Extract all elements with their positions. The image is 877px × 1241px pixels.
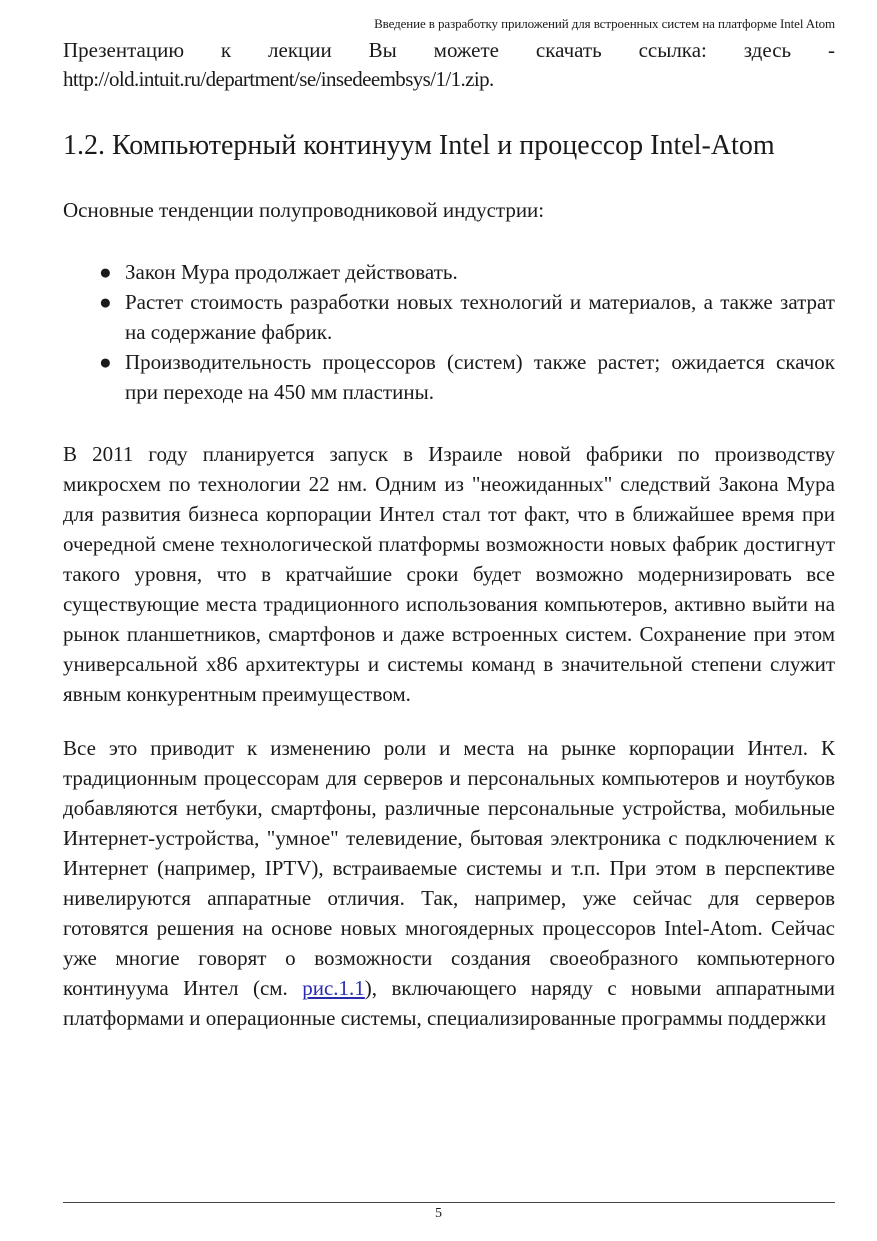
intro-paragraph (63, 36, 835, 94)
lead-paragraph: Основные тенденции полупроводниковой индустрии: (63, 198, 545, 222)
list-item: ● Производительность процессоров (систем) также растет; ожидается скачок при переходе на 450 мм пластины. (63, 347, 835, 407)
footer-divider (63, 1202, 835, 1203)
bullet-icon: ● (99, 260, 112, 284)
page-content (63, 36, 835, 1033)
list-item: ● Растет стоимость разработки новых технологий и материалов, а также затрат на содержание фабрик. (63, 287, 835, 347)
body-paragraph-1: В 2011 году планируется запуск в Израиле новой фабрики по производству микросхем по технологии 22 нм. Одним из "неожиданных" следствий Закона Мура для развития бизнеса корпорации Интел стал тот факт, что в ближайшее время при очередной смене технологической платформы возможности новых фабрик достигнут такого уровня, что в кратчайшие сроки будет возможно модернизировать все существующие места традиционного использования компьютеров, активно выйти на рынок планшетников, смартфонов и даже встроенных систем. Сохранение при этом универсальной x86 архитектуры и системы команд в значительной степени служит явным конкурентным преимуществом. (63, 442, 835, 706)
section-heading: 1.2. Компьютерный континуум Intel и процессор Intel-Atom (63, 130, 775, 161)
download-url[interactable]: http://old.intuit.ru/department/se/insedeembsys/1/1.zip. (63, 67, 494, 91)
page-number: 5 (435, 1206, 442, 1221)
body-paragraph-2: Все это приводит к изменению роли и места на рынке корпорации Интел. К традиционным процессорам для серверов и персональных компьютеров и ноутбуков добавляются нетбуки, смартфоны, различные персональные устройства, мобильные Интернет-устройства, "умное" телевидение, бытовая электроника с подключением к Интернет (например, IPTV), встраиваемые системы и т.п. При этом в перспективе нивелируются аппаратные отличия. Так, например, уже сейчас для серверов готовятся решения на основе новых многоядерных процессоров Intel-Atom. Сейчас уже многие говорят о возможности создания своеобразного компьютерного континуума Интел (см. рис.1.1), включающего наряду с новыми аппаратными платформами и операционные системы, специализированные программы поддержки (63, 736, 835, 1030)
intro-text: Презентацию к лекции Вы можете скачать ссылка: здесь - (63, 38, 835, 62)
running-header: Введение в разработку приложений для встроенных систем на платформе Intel Atom (374, 16, 835, 31)
trends-list (63, 257, 835, 407)
list-item: ● Закон Мура продолжает действовать. (63, 257, 835, 287)
bullet-icon: ● (99, 290, 112, 314)
bullet-icon: ● (99, 350, 112, 374)
figure-link[interactable]: рис.1.1 (302, 976, 365, 1000)
